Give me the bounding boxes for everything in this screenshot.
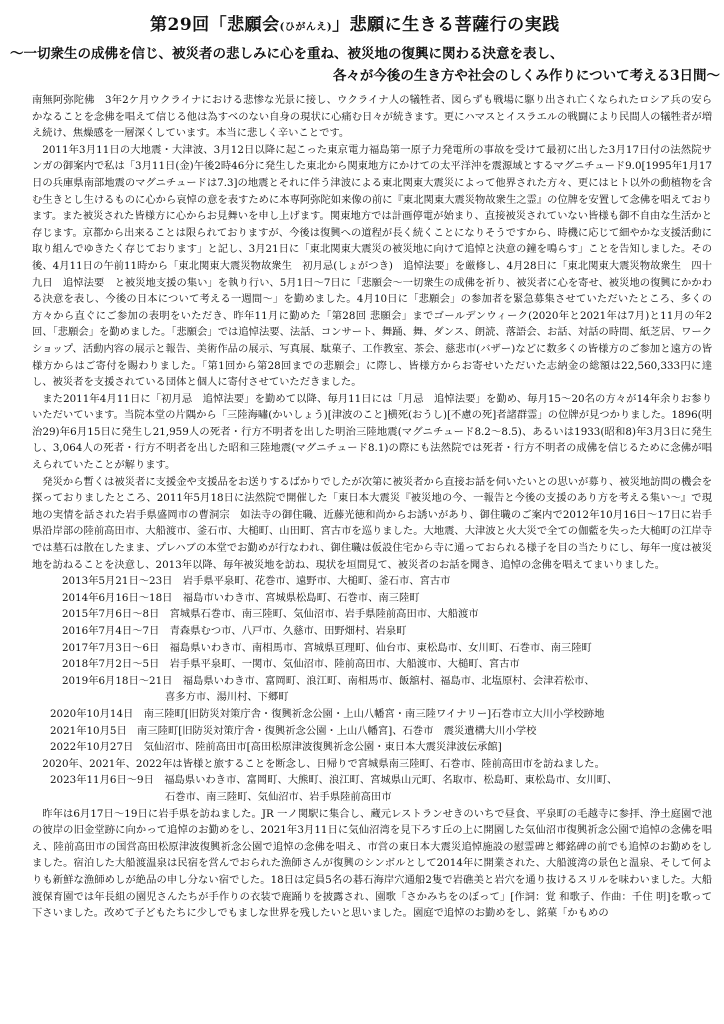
paragraph-memorial: また2011年4月11日に「初月忌 追悼法要」を勤めて以降、毎月11日には「月忌 追悼法要」を勤め、毎月15〜20名の方々が14年余りお参りいただいています。当院本堂の片隅から「三陸海嘯(かいしょう)[津波のこと]横死(おうし)[不慮の死]者諸群霊」の位牌が見つかりました。1896(明治29)年6月15日に発生し21,959人の死者・行方不明者を出した明治三陸地震(マグニチュード8.2〜8.5)、あるいは1933(昭和8)年3月3日に発生し、3,064人の死者・行方不明者を出した昭和三陸地震(マグニチュード8.1)の際にも法然院では死者・行方不明者の成佛を信じるために念佛が唱えられていたことが解ります。 — [32, 392, 712, 472]
schedule-places: 福島県いわき市、富岡町、浪江町、南相馬市、飯舘村、福島市、北塩原村、会津若松市、 — [182, 674, 595, 687]
schedule-date: 2017年7月3日〜6日 — [62, 641, 160, 654]
paragraph-last-year: 昨年は6月17日〜19日に岩手県を訪ねました。JR 一ノ関駅に集合し、蔵元レストランせきのいちで昼食、平泉町の毛越寺に参拝、浄土庭園で池の彼岸の旧金堂跡に向かって追悼のお勤めをし、2021年3月11日に気仙沼湾を見下ろす丘の上に開園した気仙沼市復興祈念公園で追悼の念佛を唱え、陸前高田市の国営高田松原津波復興祈念公園で追悼の念佛を唱え、市営の東日本大震災追悼施設の慰霊碑と郷銘碑の前でも追悼のお勤めをしました。宿泊した大船渡温泉は民宿を営んでおられた漁師さんが復興のシンボルとして2014年に開業された、大船渡湾の景色と温泉、そして何よりも新鮮な漁師めしが絶品の申し分ない宿でした。18日は定員5名の碁石海岸穴通船2隻で岩礁美と岩穴を通り抜けるスリルを味わいました。大船渡保育園では年長組の園児さんたちが手作りの衣装で鹿踊りを披露され、園歌「さかみちをのぼって」[作詞：覚 和歌子、作曲：千住 明]を歌って下さいました。改めて子どもたちに少しでもましな世界を残したいと思いました。園庭で追悼のお勤めをし、銘菓「かもめの — [32, 807, 712, 920]
body-text — [32, 92, 712, 922]
visit-schedule-2023 — [32, 772, 712, 805]
schedule-places: 気仙沼市、陸前高田市[高田松原津波復興祈念公園・東日本大震災津波伝承館] — [143, 741, 502, 754]
schedule-row — [32, 673, 712, 690]
schedule-places: 岩手県平泉町、一関市、気仙沼市、陸前高田市、大船渡市、大槌町、宮古市 — [169, 658, 520, 671]
schedule-row — [32, 640, 712, 657]
schedule-date: 2015年7月6日〜8日 — [62, 608, 160, 621]
schedule-row — [32, 772, 712, 789]
visit-schedule — [32, 573, 712, 756]
schedule-places: 宮城県石巻市、南三陸町、気仙沼市、岩手県陸前高田市、大船渡市 — [169, 608, 479, 621]
schedule-places: 青森県むつ市、八戸市、久慈市、田野畑村、岩泉町 — [169, 625, 407, 637]
schedule-places: 南三陸町[旧防災対策庁舎・復興祈念公園・上山八幡宮・南三陸ワイナリー]石巻市立大川小学校跡地 — [143, 707, 605, 720]
schedule-date: 2014年6月16日〜18日 — [62, 591, 173, 604]
schedule-places: 喜多方市、湯川村、下郷町 — [165, 691, 289, 704]
schedule-places: 石巻市、南三陸町、気仙沼市、岩手県陸前高田市 — [165, 790, 392, 803]
schedule-row — [32, 606, 712, 623]
schedule-row — [32, 623, 712, 640]
title-rest: 」悲願に生きる菩薩行の実践 — [332, 15, 560, 35]
title-main: 第29回「悲願会 — [150, 15, 280, 35]
schedule-date: 2023年11月6日〜9日 — [50, 774, 154, 787]
schedule-row — [32, 573, 712, 590]
schedule-row — [32, 656, 712, 673]
schedule-places: 福島市いわき市、宮城県松島町、石巻市、南三陸町 — [182, 591, 420, 604]
paragraph-2020-2022: 2020年、2021年、2022年は皆様と旅することを断念し、日帰りで宮城県南三陸町、石巻市、陸前高田市を訪ねました。 — [42, 757, 605, 770]
paragraph-intro: 南無阿弥陀佛 3年2ケ月ウクライナにおける悲惨な光景に接し、ウクライナ人の犠牲者、図らずも戦場に駆り出され亡くなられたロシア兵の安らかなることを念佛を唱えて信じる他は為すべのない自身の現状に心痛む日々が続きます。更にハマスとイスラエルの戦闘により民間人の犠牲者が増え続け、焦燥感を一層深くしています。本当に悲しく辛いことです。 — [32, 94, 712, 140]
schedule-date: 2019年6月18日〜21日 — [62, 674, 173, 687]
schedule-date: 2016年7月4日〜7日 — [62, 625, 160, 637]
schedule-places: 南三陸町[旧防災対策庁舎・復興祈念公園・上山八幡宮]、石巻市 震災遺構大川小学校 — [137, 724, 537, 737]
schedule-row — [32, 590, 712, 607]
schedule-row-continued — [32, 689, 712, 706]
schedule-row — [32, 739, 712, 756]
title-ruby: (ひがんえ) — [279, 22, 333, 33]
schedule-date: 2013年5月21日〜23日 — [62, 575, 173, 588]
schedule-date: 2020年10月14日 — [50, 707, 134, 720]
schedule-date: 2021年10月5日 — [50, 724, 127, 737]
schedule-row — [32, 723, 712, 740]
subtitle-line-2: 各々が今後の生き方や社会のしくみ作りについて考える3日間〜 — [332, 68, 720, 84]
schedule-row — [32, 706, 712, 723]
schedule-places: 福島県いわき市、富岡町、大熊町、浪江町、宮城県山元町、名取市、松島町、東松島市、女川町、 — [164, 774, 618, 787]
schedule-row-continued — [32, 789, 712, 806]
schedule-date: 2022年10月27日 — [50, 741, 134, 754]
subtitle-line-1: 〜一切衆生の成佛を信じ、被災者の悲しみに心を重ね、被災地の復興に関わる決意を表し、 — [10, 46, 564, 62]
paragraph-2011: 2011年3月11日の大地震・大津波、3月12日以降に起こった東京電力福島第一原子力発電所の事故を受けて最初に出した3月17日付の法然院サンガの御案内で私は「3月11日(金)午後2時46分に発生した東北から関東地方にかけての太平洋沖を震源域とするマグニチュード9.0[1995年1月17日の兵庫県南部地震のマグニチュードは7.3]の地震とそれに伴う津波による東北関東大震災によって他界された方々、更にはヒト以外の動植物を含む生きとし生けるものに心から哀悼の意を表すために本専阿弥陀如来像の前に『東北関東大震災物故衆生之霊』の位牌を安置して念佛を唱えております。また被災された皆様方に心からお見舞いを申し上げます。関東地方では計画停電が始まり、直接被災されていない皆様も御不自由な生活かと存じます。京都から出来ることは限られておりますが、今後は復興への道程が長く続くことになりそうですから、時機に応じて細やかな支援活動に取り組んでゆきたく存じております」と記し、3月21日に「東北関東大震災の被災地に向けて追悼と決意の鐘を鳴らす」ことを告知しました。その後、4月11日の午前11時から「東北関東大震災物故衆生 初月忌(しょがつき) 追悼法要」を厳修し、4月28日に「東北関東大震災物故衆生 四十九日 追悼法要 と被災地支援の集い」を執り行い、5月1日〜7日に「悲願会〜一切衆生の成佛を祈り、被災者に心を寄せ、被災地の復興にかかわる決意を表し、今後の日本について考える一週間〜」を勤めました。4月10日に「悲願会」の参加者を緊急募集させていただいたところ、多くの方々から直ぐにご参加の表明をいただき、昨年11月に勤めた「第28回 悲願会」までゴールデンウィーク(2020年と2021年は7月)と11月の年2回、「悲願会」を勤めました。「悲願会」では追悼法要、法話、コンサート、舞踊、舞、ダンス、朗読、落語会、お話、対話の時間、紙芝居、ワークショップ、活動内容の展示と報告、美術作品の展示、写真展、駄菓子、工作教室、茶会、慈悲市(バザー)などに数多くの皆様方のご参加と遠方の皆様方からはご寄付を賜わりました。「第1回から第28回までの悲願会」に際し、皆様方からお寄せいただいた志納金の総額は22,560,333円に達し、被災者を支援されている団体と個人に寄付させていただきました。 — [32, 143, 712, 389]
schedule-places: 岩手県平泉町、花巻市、遠野市、大槌町、釜石市、宮古市 — [182, 575, 451, 588]
schedule-places: 福島県いわき市、南相馬市、宮城県亘理町、仙台市、東松島市、女川町、石巻市、南三陸町 — [169, 641, 592, 654]
schedule-date: 2018年7月2日〜5日 — [62, 658, 160, 671]
document-title — [150, 10, 720, 35]
paragraph-visits: 発災から暫くは被災者に支援金や支援品をお送りするばかりでしたが次第に被災者から直接お話を伺いたいとの思いが募り、被災地訪問の機会を探っておりましたところ、2011年5月18日に法然院で開催した「東日本大震災『被災地の今、一報告と今後の支援のあり方を考える集い〜』で現地の実情を話された岩手県盛岡市の曹洞宗 如法寺の御住職、近藤光徳和尚からお誘いがあり、御住職のご案内で2012年10月16日〜17日に岩手県沿岸部の陸前高田市、大船渡市、釜石市、大槌町、山田町、宮古市を巡りました。大地震、大津波と火大災で全ての伽藍を失った大槌町の江岸寺では墓石は散在したまま、プレハブの本堂でお勤めが行なわれ、御住職は仮設住宅から寺に通っておられる様子を目の当たりにし、毎年一度は被災地を訪ねることを決意し、2013年以降、毎年被災地を訪ね、現状を垣間見て、被災者のお話を聞き、追悼の念佛を唱えてまいりました。 — [32, 475, 712, 571]
